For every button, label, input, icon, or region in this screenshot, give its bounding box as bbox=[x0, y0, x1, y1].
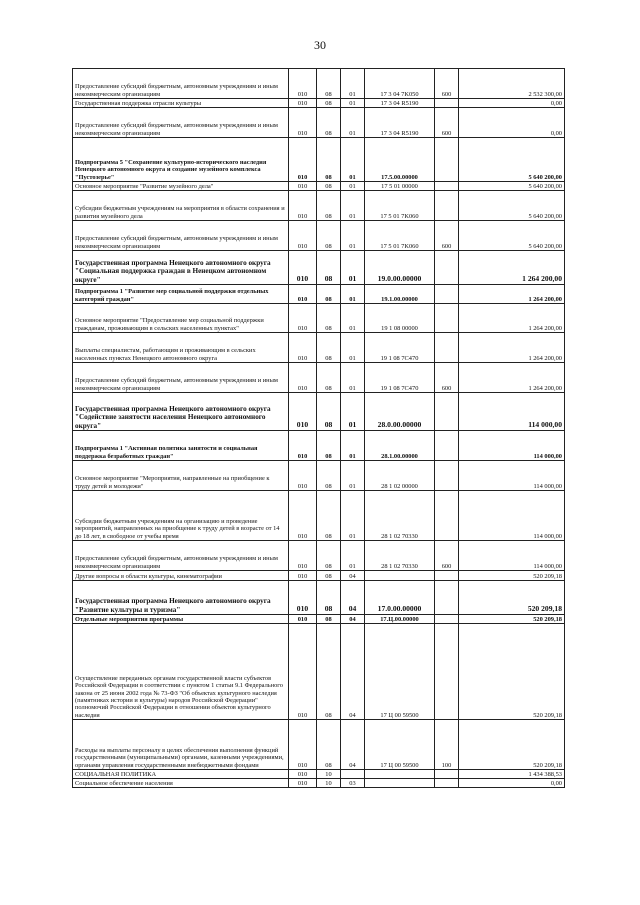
cell-admin-code: 010 bbox=[289, 138, 317, 182]
cell-name: Субсидии бюджетным учреждениям на мероприятия в области сохранения и развития музейного дела bbox=[73, 191, 289, 221]
table-row bbox=[73, 541, 565, 571]
cell-amount: 0,00 bbox=[459, 108, 565, 138]
cell-amount: 1 264 200,00 bbox=[459, 304, 565, 333]
cell-amount: 1 264 200,00 bbox=[459, 363, 565, 393]
cell-section: 10 bbox=[317, 779, 341, 788]
cell-name: Социальное обеспечение населения bbox=[73, 779, 289, 788]
cell-target-article: 17.Ц.00.00000 bbox=[365, 615, 435, 624]
cell-expense-type: 600 bbox=[435, 221, 459, 251]
cell-admin-code: 010 bbox=[289, 779, 317, 788]
cell-expense-type: 100 bbox=[435, 720, 459, 770]
cell-name: Подпрограмма 1 "Активная политика занятости и социальная поддержка безработных граждан" bbox=[73, 431, 289, 461]
cell-amount: 1 264 200,00 bbox=[459, 285, 565, 304]
cell-expense-type bbox=[435, 779, 459, 788]
cell-section: 08 bbox=[317, 615, 341, 624]
cell-name: Предоставление субсидий бюджетным, автономным учреждениям и иным некоммерческим организациям bbox=[73, 69, 289, 99]
cell-admin-code: 010 bbox=[289, 69, 317, 99]
cell-amount: 114 000,00 bbox=[459, 393, 565, 431]
cell-section: 08 bbox=[317, 491, 341, 541]
table-row bbox=[73, 108, 565, 138]
cell-section: 08 bbox=[317, 720, 341, 770]
cell-target-article: 17 3 04 7K050 bbox=[365, 69, 435, 99]
cell-amount: 520 209,18 bbox=[459, 581, 565, 615]
cell-admin-code: 010 bbox=[289, 304, 317, 333]
cell-expense-type bbox=[435, 581, 459, 615]
cell-amount: 5 640 200,00 bbox=[459, 138, 565, 182]
cell-subsection: 01 bbox=[341, 108, 365, 138]
cell-amount: 520 209,18 bbox=[459, 624, 565, 720]
cell-admin-code: 010 bbox=[289, 191, 317, 221]
cell-expense-type: 600 bbox=[435, 363, 459, 393]
cell-expense-type bbox=[435, 138, 459, 182]
table-row bbox=[73, 770, 565, 779]
cell-subsection: 04 bbox=[341, 615, 365, 624]
cell-name: Предоставление субсидий бюджетным, автономным учреждениям и иным некоммерческим организациям bbox=[73, 221, 289, 251]
cell-subsection: 01 bbox=[341, 363, 365, 393]
cell-subsection: 01 bbox=[341, 221, 365, 251]
cell-admin-code: 010 bbox=[289, 461, 317, 491]
table-row bbox=[73, 720, 565, 770]
cell-target-article: 17 Ц 00 59500 bbox=[365, 720, 435, 770]
cell-name: Предоставление субсидий бюджетным, автономным учреждениям и иным некоммерческим организациям bbox=[73, 363, 289, 393]
cell-amount: 1 264 200,00 bbox=[459, 333, 565, 363]
cell-section: 08 bbox=[317, 69, 341, 99]
table-row bbox=[73, 304, 565, 333]
cell-target-article: 28 1 02 00000 bbox=[365, 461, 435, 491]
cell-name: Государственная поддержка отрасли культуры bbox=[73, 99, 289, 108]
cell-subsection: 04 bbox=[341, 624, 365, 720]
cell-expense-type bbox=[435, 615, 459, 624]
cell-expense-type bbox=[435, 285, 459, 304]
cell-expense-type bbox=[435, 491, 459, 541]
cell-expense-type bbox=[435, 251, 459, 285]
cell-section: 08 bbox=[317, 285, 341, 304]
cell-section: 10 bbox=[317, 770, 341, 779]
cell-admin-code: 010 bbox=[289, 182, 317, 191]
cell-section: 08 bbox=[317, 461, 341, 491]
cell-name: Подпрограмма 1 "Развитие мер социальной поддержки отдельных категорий граждан" bbox=[73, 285, 289, 304]
cell-target-article: 19 1 08 00000 bbox=[365, 304, 435, 333]
cell-expense-type bbox=[435, 571, 459, 581]
budget-table-body bbox=[73, 69, 565, 788]
cell-admin-code: 010 bbox=[289, 251, 317, 285]
cell-admin-code: 010 bbox=[289, 363, 317, 393]
cell-subsection: 01 bbox=[341, 285, 365, 304]
cell-amount: 114 000,00 bbox=[459, 541, 565, 571]
cell-subsection bbox=[341, 770, 365, 779]
cell-section: 08 bbox=[317, 221, 341, 251]
cell-name: Осуществление переданных органам государственной власти субъектов Российской Федерации в соответствии с пунктом 1 статьи 9.1 Федерального закона от 25 июня 2002 года № 73-ФЗ "Об объектах культурного наследия (памятниках истории и культуры) народов Российской Федерации" полномочий Российской Федерации в отношении объектов культурного наследия bbox=[73, 624, 289, 720]
cell-admin-code: 010 bbox=[289, 393, 317, 431]
cell-admin-code: 010 bbox=[289, 541, 317, 571]
table-row bbox=[73, 285, 565, 304]
cell-target-article: 19 1 08 7C470 bbox=[365, 333, 435, 363]
cell-section: 08 bbox=[317, 191, 341, 221]
cell-amount: 2 532 300,00 bbox=[459, 69, 565, 99]
cell-section: 08 bbox=[317, 624, 341, 720]
cell-section: 08 bbox=[317, 363, 341, 393]
cell-subsection: 01 bbox=[341, 431, 365, 461]
table-row bbox=[73, 571, 565, 581]
table-row bbox=[73, 191, 565, 221]
page-number: 30 bbox=[314, 38, 326, 52]
cell-target-article: 17.0.00.00000 bbox=[365, 581, 435, 615]
cell-subsection: 01 bbox=[341, 541, 365, 571]
cell-amount: 114 000,00 bbox=[459, 431, 565, 461]
cell-expense-type bbox=[435, 182, 459, 191]
cell-subsection: 04 bbox=[341, 571, 365, 581]
cell-target-article: 17 5 01 00000 bbox=[365, 182, 435, 191]
cell-expense-type bbox=[435, 431, 459, 461]
cell-subsection: 01 bbox=[341, 491, 365, 541]
cell-subsection: 01 bbox=[341, 461, 365, 491]
cell-expense-type bbox=[435, 461, 459, 491]
table-row bbox=[73, 615, 565, 624]
cell-section: 08 bbox=[317, 251, 341, 285]
cell-section: 08 bbox=[317, 333, 341, 363]
cell-admin-code: 010 bbox=[289, 431, 317, 461]
cell-subsection: 03 bbox=[341, 779, 365, 788]
cell-admin-code: 010 bbox=[289, 99, 317, 108]
cell-section: 08 bbox=[317, 571, 341, 581]
cell-subsection: 01 bbox=[341, 99, 365, 108]
cell-subsection: 01 bbox=[341, 333, 365, 363]
table-row bbox=[73, 251, 565, 285]
cell-target-article: 17 3 04 R5190 bbox=[365, 108, 435, 138]
cell-name: Субсидии бюджетным учреждениям на организацию и проведение мероприятий, направленных на приобщение к труду детей в возрасте от 14 до 18 лет, в свободное от учебы время bbox=[73, 491, 289, 541]
cell-expense-type bbox=[435, 624, 459, 720]
cell-expense-type bbox=[435, 99, 459, 108]
cell-section: 08 bbox=[317, 304, 341, 333]
cell-target-article bbox=[365, 770, 435, 779]
cell-amount: 114 000,00 bbox=[459, 491, 565, 541]
cell-target-article: 19.1.00.00000 bbox=[365, 285, 435, 304]
cell-section: 08 bbox=[317, 431, 341, 461]
cell-admin-code: 010 bbox=[289, 108, 317, 138]
cell-target-article: 17 5 01 7K060 bbox=[365, 221, 435, 251]
cell-target-article bbox=[365, 571, 435, 581]
cell-target-article: 19 1 08 7C470 bbox=[365, 363, 435, 393]
cell-amount: 114 000,00 bbox=[459, 461, 565, 491]
table-row bbox=[73, 138, 565, 182]
cell-target-article: 28 1 02 70330 bbox=[365, 491, 435, 541]
cell-expense-type bbox=[435, 304, 459, 333]
cell-name: Предоставление субсидий бюджетным, автономным учреждениям и иным некоммерческим организациям bbox=[73, 541, 289, 571]
cell-expense-type bbox=[435, 770, 459, 779]
cell-target-article: 28 1 02 70330 bbox=[365, 541, 435, 571]
table-row bbox=[73, 779, 565, 788]
budget-table bbox=[72, 68, 565, 788]
cell-target-article: 17.5.00.00000 bbox=[365, 138, 435, 182]
cell-amount: 5 640 200,00 bbox=[459, 221, 565, 251]
cell-name: Основное мероприятие "Предоставление мер социальной поддержки гражданам, проживающим в сельских населенных пунктах" bbox=[73, 304, 289, 333]
cell-amount: 5 640 200,00 bbox=[459, 191, 565, 221]
cell-section: 08 bbox=[317, 182, 341, 191]
cell-subsection: 04 bbox=[341, 581, 365, 615]
table-row bbox=[73, 393, 565, 431]
cell-admin-code: 010 bbox=[289, 333, 317, 363]
cell-name: Отдельные мероприятия программы bbox=[73, 615, 289, 624]
cell-name: Подпрограмма 5 "Сохранение культурно-исторического наследия Ненецкого автономного округа и создание музейного комплекса "Пустозерье" bbox=[73, 138, 289, 182]
cell-amount: 1 434 388,53 bbox=[459, 770, 565, 779]
cell-subsection: 01 bbox=[341, 191, 365, 221]
cell-section: 08 bbox=[317, 99, 341, 108]
cell-name: Государственная программа Ненецкого автономного округа "Социальная поддержка граждан в Ненецком автономном округе" bbox=[73, 251, 289, 285]
cell-admin-code: 010 bbox=[289, 581, 317, 615]
cell-expense-type bbox=[435, 393, 459, 431]
cell-amount: 5 640 200,00 bbox=[459, 182, 565, 191]
cell-admin-code: 010 bbox=[289, 571, 317, 581]
cell-subsection: 01 bbox=[341, 69, 365, 99]
table-row bbox=[73, 491, 565, 541]
cell-name: СОЦИАЛЬНАЯ ПОЛИТИКА bbox=[73, 770, 289, 779]
cell-admin-code: 010 bbox=[289, 285, 317, 304]
cell-section: 08 bbox=[317, 581, 341, 615]
table-row bbox=[73, 581, 565, 615]
cell-subsection: 01 bbox=[341, 182, 365, 191]
cell-subsection: 01 bbox=[341, 304, 365, 333]
table-row bbox=[73, 69, 565, 99]
cell-name: Государственная программа Ненецкого автономного округа "Развитие культуры и туризма" bbox=[73, 581, 289, 615]
cell-section: 08 bbox=[317, 138, 341, 182]
cell-name: Другие вопросы в области культуры, кинематографии bbox=[73, 571, 289, 581]
cell-amount: 520 209,18 bbox=[459, 720, 565, 770]
cell-target-article: 28.1.00.00000 bbox=[365, 431, 435, 461]
cell-name: Предоставление субсидий бюджетным, автономным учреждениям и иным некоммерческим организациям bbox=[73, 108, 289, 138]
cell-amount: 0,00 bbox=[459, 99, 565, 108]
cell-section: 08 bbox=[317, 541, 341, 571]
cell-section: 08 bbox=[317, 108, 341, 138]
table-row bbox=[73, 333, 565, 363]
cell-amount: 1 264 200,00 bbox=[459, 251, 565, 285]
cell-name: Основное мероприятие "Развитие музейного дела" bbox=[73, 182, 289, 191]
cell-admin-code: 010 bbox=[289, 491, 317, 541]
cell-name: Государственная программа Ненецкого автономного округа "Содействие занятости населения Ненецкого автономного округа" bbox=[73, 393, 289, 431]
cell-target-article bbox=[365, 779, 435, 788]
cell-expense-type bbox=[435, 191, 459, 221]
cell-amount: 520 209,18 bbox=[459, 615, 565, 624]
cell-admin-code: 010 bbox=[289, 221, 317, 251]
table-row bbox=[73, 182, 565, 191]
cell-amount: 520 209,18 bbox=[459, 571, 565, 581]
table-row bbox=[73, 461, 565, 491]
cell-subsection: 01 bbox=[341, 138, 365, 182]
cell-amount: 0,00 bbox=[459, 779, 565, 788]
table-row bbox=[73, 363, 565, 393]
cell-name: Расходы на выплаты персоналу в целях обеспечения выполнения функций государственными (муниципальными) органами, казенными учреждениями, органами управления государственными внебюджетными фондами bbox=[73, 720, 289, 770]
cell-target-article: 17 Ц 00 59500 bbox=[365, 624, 435, 720]
table-row bbox=[73, 99, 565, 108]
cell-subsection: 01 bbox=[341, 393, 365, 431]
cell-expense-type: 600 bbox=[435, 541, 459, 571]
cell-target-article: 19.0.00.00000 bbox=[365, 251, 435, 285]
cell-expense-type bbox=[435, 333, 459, 363]
cell-admin-code: 010 bbox=[289, 720, 317, 770]
cell-subsection: 01 bbox=[341, 251, 365, 285]
cell-target-article: 28.0.00.00000 bbox=[365, 393, 435, 431]
cell-name: Основное мероприятие "Мероприятия, направленные на приобщение к труду детей и молодежи" bbox=[73, 461, 289, 491]
cell-admin-code: 010 bbox=[289, 624, 317, 720]
cell-subsection: 04 bbox=[341, 720, 365, 770]
cell-admin-code: 010 bbox=[289, 770, 317, 779]
cell-admin-code: 010 bbox=[289, 615, 317, 624]
table-row bbox=[73, 221, 565, 251]
cell-expense-type: 600 bbox=[435, 69, 459, 99]
cell-target-article: 17 3 04 R5190 bbox=[365, 99, 435, 108]
cell-section: 08 bbox=[317, 393, 341, 431]
cell-target-article: 17 5 01 7K060 bbox=[365, 191, 435, 221]
table-row bbox=[73, 624, 565, 720]
cell-name: Выплаты специалистам, работающим и проживающим в сельских населенных пунктах Ненецкого автономного округа bbox=[73, 333, 289, 363]
cell-expense-type: 600 bbox=[435, 108, 459, 138]
table-row bbox=[73, 431, 565, 461]
